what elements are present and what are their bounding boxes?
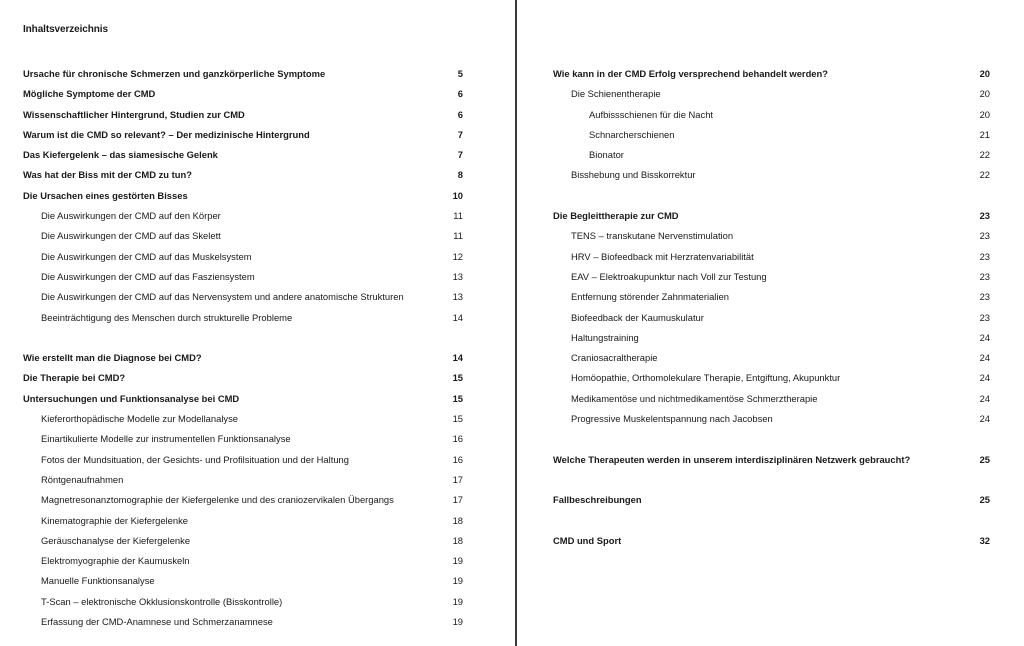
toc-entry-page: 23 [979,291,990,303]
toc-entry-title: Kinematographie der Kiefergelenke [41,514,188,526]
toc-entry-title: EAV – Elektroakupunktur nach Voll zur Testung [571,270,767,282]
toc-entry-title: T-Scan – elektronische Okklusionskontrolle (Bisskontrolle) [41,595,283,607]
toc-entry-title: Wissenschaftlicher Hintergrund, Studien zur CMD [23,108,245,120]
toc-entry[interactable] [23,105,463,125]
toc-entry-page: 25 [979,494,990,506]
toc-entry-page: 11 [453,210,463,222]
toc-entry[interactable] [23,429,463,449]
toc-entry-title: Die Auswirkungen der CMD auf das Skelett [41,230,221,242]
toc-entry-title: Das Kiefergelenk – das siamesische Gelenk [23,149,218,161]
toc-entry-page: 21 [979,128,990,140]
toc-entry[interactable] [23,531,463,551]
toc-entry[interactable] [553,64,990,84]
toc-entry[interactable] [553,409,990,429]
toc-entry-page: 24 [979,352,990,364]
toc-entry[interactable] [553,206,990,226]
toc-entry[interactable] [23,247,463,267]
toc-entry[interactable] [23,145,463,165]
toc-entry[interactable] [23,450,463,470]
toc-entry-page: 10 [452,189,463,201]
toc-entry-page: 23 [979,250,990,262]
toc-entry-title: Entfernung störender Zahnmaterialien [571,291,729,303]
toc-entry[interactable] [553,267,990,287]
toc-entry-title: Die Auswirkungen der CMD auf das Fasziensystem [41,270,255,282]
toc-entry-page: 23 [979,210,990,222]
toc-entry[interactable] [23,84,463,104]
toc-entry-page: 14 [452,352,463,364]
toc-entry-title: Medikamentöse und nichtmedikamentöse Schmerztherapie [571,392,818,404]
toc-entry-title: Die Auswirkungen der CMD auf den Körper [41,210,221,222]
toc-entry-page: 19 [452,595,463,607]
toc-entry-title: TENS – transkutane Nervenstimulation [571,230,734,242]
toc-entry-page: 8 [457,169,463,181]
toc-entry-page: 24 [979,413,990,425]
toc-entry-title: Die Auswirkungen der CMD auf das Nervensystem und andere anatomische Strukturen [41,291,404,303]
toc-entry-title: Bionator [589,149,624,161]
toc-entry-title: Die Schienentherapie [571,88,661,100]
toc-entry-page: 5 [457,68,463,79]
toc-entry[interactable] [553,287,990,307]
toc-entry-page: 16 [452,453,463,465]
toc-entry-title: Biofeedback der Kaumuskulatur [571,311,704,323]
toc-entry-title: Welche Therapeuten werden in unserem interdisziplinären Netzwerk gebraucht? [553,453,911,465]
toc-entry[interactable] [553,226,990,246]
toc-entry[interactable] [23,409,463,429]
toc-entry-page: 24 [979,372,990,384]
toc-entry[interactable] [23,226,463,246]
toc-entry[interactable] [23,612,463,632]
toc-entry-title: Geräuschanalyse der Kiefergelenke [41,534,191,546]
toc-entry-title: Manuelle Funktionsanalyse [41,575,155,587]
toc-entry-page: 22 [979,169,990,181]
toc-left-column [23,64,463,632]
toc-entry[interactable] [23,470,463,490]
toc-entry-title: Magnetresonanztomographie der Kiefergelenke und des craniozervikalen Übergangs [41,494,394,506]
toc-entry-title: Warum ist die CMD so relevant? – Der medizinische Hintergrund [23,128,310,140]
toc-entry-page: 20 [979,68,990,79]
toc-entry-title: Erfassung der CMD-Anamnese und Schmerzanamnese [41,616,273,628]
toc-entry[interactable] [23,511,463,531]
toc-entry-title: Die Therapie bei CMD? [23,372,126,384]
toc-entry-title: CMD und Sport [553,534,622,546]
toc-entry-title: Elektromyographie der Kaumuskeln [41,555,190,567]
toc-entry-title: Fotos der Mundsituation, der Gesichts- und Profilsituation und der Haltung [41,453,349,465]
toc-entry-page: 19 [452,616,463,628]
toc-entry[interactable] [23,592,463,612]
toc-entry-page: 13 [452,270,463,282]
toc-entry-title: Wie erstellt man die Diagnose bei CMD? [23,352,202,364]
toc-entry-title: HRV – Biofeedback mit Herzratenvariabilität [571,250,754,262]
toc-entry[interactable] [553,308,990,328]
toc-entry-title: Die Begleittherapie zur CMD [553,210,679,222]
toc-entry[interactable] [553,84,990,104]
toc-entry-page: 13 [452,291,463,303]
toc-entry[interactable] [23,206,463,226]
toc-entry-page: 16 [452,433,463,445]
toc-entry-page: 15 [452,413,463,425]
toc-entry-title: Wie kann in der CMD Erfolg versprechend behandelt werden? [553,68,828,79]
toc-entry[interactable] [553,247,990,267]
toc-entry[interactable] [23,551,463,571]
toc-entry-title: Ursache für chronische Schmerzen und ganzkörperliche Symptome [23,68,326,79]
toc-entry[interactable] [553,531,990,551]
toc-entry[interactable] [553,328,990,348]
toc-entry-title: Was hat der Biss mit der CMD zu tun? [23,169,192,181]
toc-title: Inhaltsverzeichnis [23,24,108,35]
toc-entry-page: 15 [452,372,463,384]
toc-entry-title: Craniosacraltherapie [571,352,658,364]
toc-entry[interactable] [553,105,990,125]
toc-entry-title: Einartikulierte Modelle zur instrumentellen Funktionsanalyse [41,433,291,445]
toc-entry[interactable] [553,450,990,470]
toc-entry[interactable] [553,145,990,165]
toc-entry-title: Die Ursachen eines gestörten Bisses [23,189,188,201]
toc-entry-page: 32 [979,534,990,546]
toc-entry-title: Aufbissschienen für die Nacht [589,108,714,120]
toc-entry[interactable] [23,125,463,145]
toc-entry-page: 19 [452,555,463,567]
toc-entry[interactable] [23,267,463,287]
toc-entry-page: 20 [979,108,990,120]
toc-entry-title: Homöopathie, Orthomolekulare Therapie, Entgiftung, Akupunktur [571,372,841,384]
toc-entry-page: 18 [452,514,463,526]
toc-entry[interactable] [23,64,463,84]
toc-entry[interactable] [553,490,990,510]
toc-entry[interactable] [553,125,990,145]
toc-entry[interactable] [23,389,463,409]
toc-entry-page: 23 [979,311,990,323]
toc-entry-page: 24 [979,392,990,404]
toc-entry-page: 23 [979,270,990,282]
toc-entry[interactable] [553,368,990,388]
toc-entry-title: Beeinträchtigung des Menschen durch strukturelle Probleme [41,311,293,323]
toc-entry[interactable] [23,368,463,388]
toc-entry[interactable] [23,348,463,368]
toc-entry-page: 7 [457,149,463,161]
toc-entry-page: 11 [453,230,463,242]
toc-right-column [553,64,990,551]
toc-entry[interactable] [23,186,463,206]
toc-entry[interactable] [23,490,463,510]
toc-entry-title: Untersuchungen und Funktionsanalyse bei CMD [23,392,240,404]
toc-entry-page: 12 [452,250,463,262]
page-divider [515,0,517,646]
toc-entry-page: 14 [452,311,463,323]
toc-entry[interactable] [23,308,463,328]
toc-entry-page: 25 [979,453,990,465]
toc-entry-page: 23 [979,230,990,242]
toc-entry[interactable] [553,348,990,368]
toc-entry-page: 22 [979,149,990,161]
toc-entry[interactable] [23,165,463,185]
toc-entry[interactable] [553,389,990,409]
toc-entry[interactable] [23,287,463,307]
toc-entry-page: 6 [457,108,463,120]
toc-entry-page: 15 [452,392,463,404]
toc-entry-page: 6 [457,88,463,100]
toc-entry-title: Progressive Muskelentspannung nach Jacobsen [571,413,773,425]
toc-entry-page: 24 [979,331,990,343]
toc-entry-title: Haltungstraining [571,331,639,343]
toc-entry-title: Mögliche Symptome der CMD [23,88,156,100]
toc-entry[interactable] [553,165,990,185]
toc-entry-title: Fallbeschreibungen [553,494,642,506]
toc-entry-title: Bisshebung und Bisskorrektur [571,169,696,181]
toc-entry-page: 17 [452,473,463,485]
toc-entry-title: Schnarcherschienen [589,128,675,140]
toc-entry-page: 19 [452,575,463,587]
toc-entry-page: 7 [457,128,463,140]
toc-entry-title: Die Auswirkungen der CMD auf das Muskelsystem [41,250,252,262]
toc-entry-page: 18 [452,534,463,546]
toc-entry-title: Kieferorthopädische Modelle zur Modellanalyse [41,413,238,425]
toc-entry[interactable] [23,571,463,591]
toc-entry-page: 17 [452,494,463,506]
toc-entry-title: Röntgenaufnahmen [41,473,124,485]
toc-entry-page: 20 [979,88,990,100]
